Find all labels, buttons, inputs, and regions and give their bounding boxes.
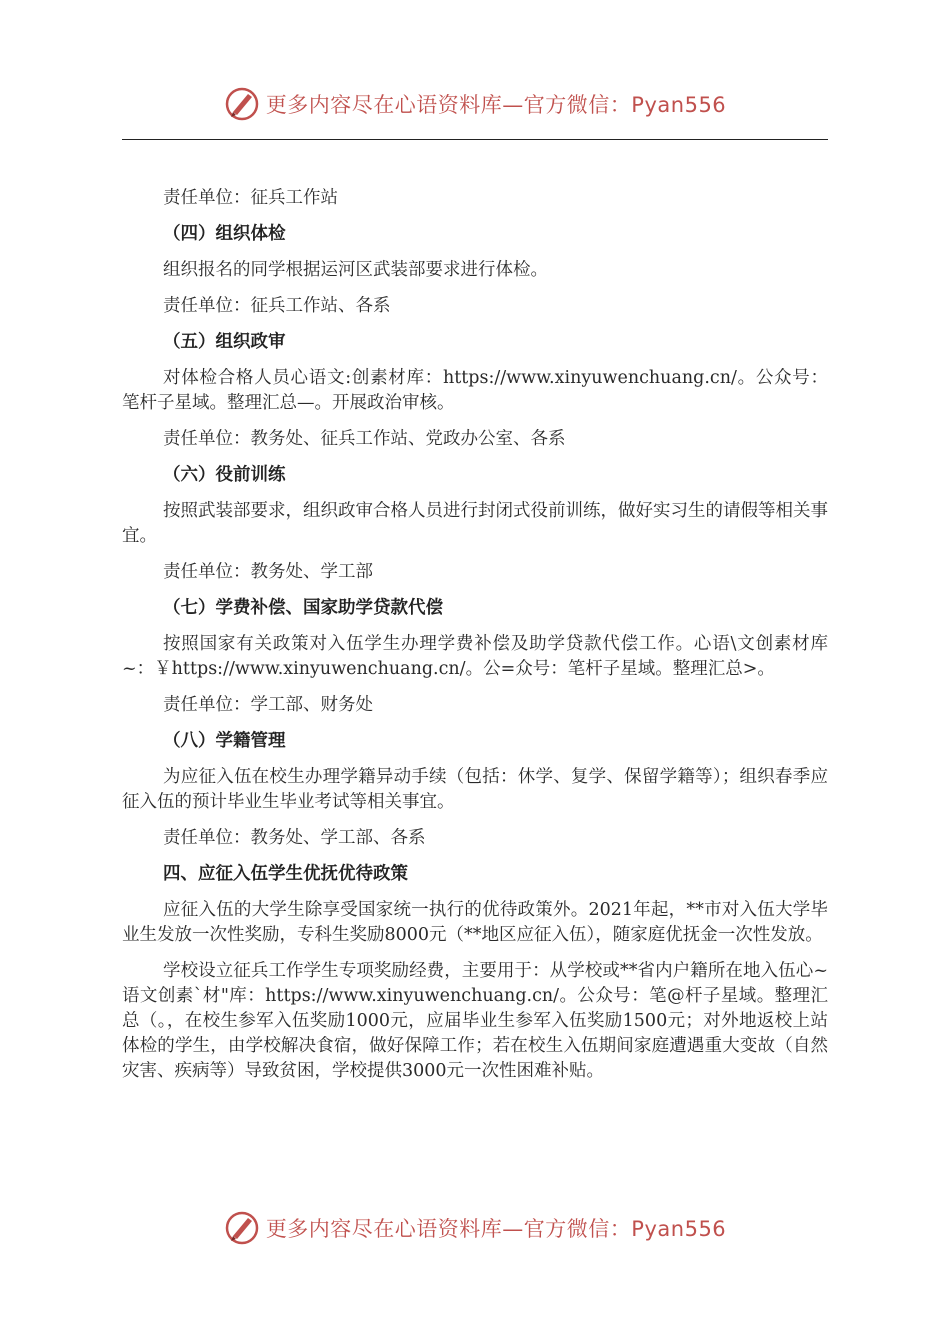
header-banner [0,84,950,124]
paragraph: 责任单位：征兵工作站 [163,188,338,208]
paragraph: 按照武装部要求，组织政审合格人员进行封闭式役前训练，做好实习生的请假等相关事宜。 [122,501,828,546]
footer-banner [0,1208,950,1248]
section-heading: （七）学费补偿、国家助学贷款代偿 [163,598,443,618]
paragraph: 学校设立征兵工作学生专项奖励经费，主要用于：从学校或**省内户籍所在地入伍心~语文创素`材"库：https://www.xinyuwenchuang.cn/。公众号：笔@杆子星域。整理汇总（。，在校生参军入伍奖励1000元，应届毕业生参军入伍奖励1500元；对外地返校上站体检的学生，由学校解决食宿，做好保障工作；若在校生入伍期间家庭遭遇重大变故（自然灾害、疾病等）导致贫困，学校提供3000元一次性困难补贴。 [122,961,828,1081]
section-heading: （五）组织政审 [163,332,286,352]
paragraph: 责任单位：教务处、学工部、各系 [163,828,426,848]
pen-logo-icon [224,86,260,122]
paragraph: 责任单位：征兵工作站、各系 [163,296,391,316]
section-heading: （六）役前训练 [163,465,286,485]
footer-banner-text: 更多内容尽在心语资料库—官方微信：Pyan556 [265,1217,727,1241]
section-heading: （八）学籍管理 [163,731,286,751]
paragraph: 对体检合格人员心语文:创素材库：https://www.xinyuwenchuang.cn/。公众号：笔杆子星域。整理汇总—。开展政治审核。 [122,368,828,413]
section-heading: （四）组织体检 [163,224,286,244]
header-banner-text: 更多内容尽在心语资料库—官方微信：Pyan556 [265,93,727,117]
paragraph: 责任单位：学工部、财务处 [163,695,373,715]
paragraph: 组织报名的同学根据运河区武装部要求进行体检。 [163,260,548,280]
pen-logo-icon [224,1210,260,1246]
paragraph: 责任单位：教务处、征兵工作站、党政办公室、各系 [163,429,566,449]
paragraph: 为应征入伍在校生办理学籍异动手续（包括：休学、复学、保留学籍等）；组织春季应征入伍的预计毕业生毕业考试等相关事宜。 [122,767,828,812]
header-divider [122,139,828,140]
section-heading: 四、应征入伍学生优抚优待政策 [163,864,408,884]
document-body [122,186,828,1084]
paragraph: 责任单位：教务处、学工部 [163,562,373,582]
paragraph: 应征入伍的大学生除享受国家统一执行的优待政策外。2021年起，**市对入伍大学毕业生发放一次性奖励，专科生奖励8000元（**地区应征入伍），随家庭优抚金一次性发放。 [122,900,828,945]
paragraph: 按照国家有关政策对入伍学生办理学费补偿及助学贷款代偿工作。心语\文创素材库~：￥https://www.xinyuwenchuang.cn/。公=众号：笔杆子星域。整理汇总>。 [122,634,828,679]
